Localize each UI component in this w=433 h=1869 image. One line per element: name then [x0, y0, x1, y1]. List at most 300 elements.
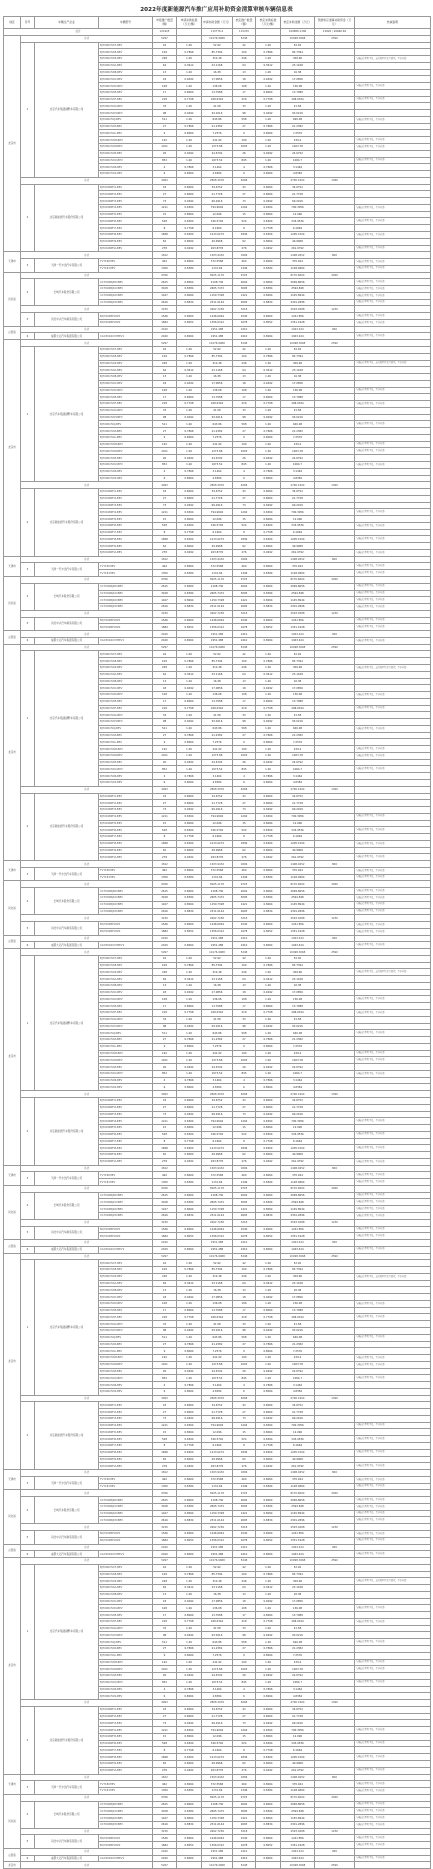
approved-count: 1003 [233, 1361, 256, 1368]
company-number: 5 [21, 922, 35, 936]
approved-count: 108 [233, 692, 256, 699]
deduction-note [355, 1429, 431, 1436]
subtotal-approved-amount: 1943.424 [281, 1544, 315, 1551]
declared-standard: 0.8384 [177, 1483, 202, 1490]
approved-amount: 13.7088 [281, 89, 315, 96]
declared-count: 2420 [153, 637, 177, 644]
declared-count: 1848 [153, 536, 177, 543]
table-body [4, 29, 431, 1869]
empty-cell [315, 1463, 355, 1470]
approved-count: 218 [233, 1010, 256, 1017]
empty-cell [315, 1280, 355, 1287]
approved-standard: 0.7866 [256, 773, 281, 780]
subtotal-prepaid: 3940 [315, 577, 355, 584]
empty-cell [315, 766, 355, 773]
vehicle-model: BJ7000C5DQ-BEV [99, 1070, 153, 1077]
subtotal-settle [355, 915, 431, 922]
empty-cell [315, 238, 355, 245]
company-number: 2 [21, 184, 35, 252]
approved-standard: 0.6564 [256, 204, 281, 211]
subtotal-prepaid: 1390 [315, 1395, 355, 1402]
deduction-note: 车辆运行里程不足，不予补助 [355, 1639, 431, 1646]
vehicle-model: BJ7000C5DS-BEV [99, 1388, 153, 1395]
approved-standard: 1.26 [256, 1300, 281, 1307]
company-subtotal-row [4, 35, 431, 42]
empty-cell [315, 1084, 355, 1091]
approved-count: 27 [233, 800, 256, 807]
subtotal-settle [355, 482, 431, 489]
approved-amount: 21.2382 [281, 1037, 315, 1044]
subtotal-prepaid: 2590 [315, 1253, 355, 1260]
approved-standard: 0.9492 [256, 1598, 281, 1605]
declared-amount: 1073.52 [202, 462, 233, 469]
declared-count: 4 [153, 164, 177, 171]
approved-amount: 16.38 [281, 374, 315, 381]
deduction-note [355, 367, 431, 374]
empty-cell [256, 1828, 281, 1835]
approved-standard: 0.6564 [256, 1449, 281, 1456]
declared-count: 2616 [153, 1821, 177, 1828]
subtotal-count: 2420 [153, 1544, 177, 1551]
subtotal-prepaid: 1230 [315, 306, 355, 313]
declared-standard: 0.8064 [177, 1456, 202, 1463]
approved-amount: 1145.8944 [281, 901, 315, 908]
declared-count: 33 [153, 407, 177, 414]
deduction-note: 车辆运行里程不足，不予补助 [355, 1679, 431, 1686]
declared-count: 64 [153, 1280, 177, 1287]
declared-standard: 0.8064 [177, 583, 202, 590]
declared-amount: 41.58 [202, 1321, 233, 1328]
declared-count: 1684 [153, 1233, 177, 1240]
approved-count: 218 [233, 1314, 256, 1321]
vehicle-model: BJ7000C5DA-BEV [99, 671, 153, 678]
declared-standard: 0.9492 [177, 1463, 202, 1470]
empty-cell [315, 489, 355, 496]
approved-count: 18 [233, 76, 256, 83]
company-subtotal-row [4, 644, 431, 651]
company-name: 天津一汽丰田汽车有限公司 [35, 1172, 99, 1186]
vehicle-model: BJ7001BPH9-BEV [99, 847, 153, 854]
deduction-note [355, 1652, 431, 1659]
approved-count: 3095 [233, 1808, 256, 1815]
declared-count: 18 [153, 1294, 177, 1301]
vehicle-model: TV7180HEV [99, 867, 153, 874]
empty-cell [315, 1199, 355, 1206]
subtotal-count: 2420 [153, 631, 177, 638]
approved-amount: 168.0344 [281, 1010, 315, 1017]
subtotal-label: 小计 [21, 610, 153, 617]
approved-amount: 21.7728 [281, 800, 315, 807]
approved-count: 1836 [233, 840, 256, 847]
approved-standard: 0.7866 [256, 962, 281, 969]
declared-count: 278 [153, 549, 177, 556]
approved-count: 1836 [233, 1449, 256, 1456]
declared-amount: 263.8776 [202, 245, 233, 252]
approved-amount: 343.9536 [281, 827, 315, 834]
subtotal-count: 4093 [153, 786, 177, 793]
empty-cell [315, 1294, 355, 1301]
deduction-note: 车辆运行里程不足、运行时间不足等原因，不予补助 [355, 969, 431, 976]
subtotal-label: 小计 [21, 306, 153, 313]
company-subtotal-row [4, 786, 431, 793]
approved-count: 3095 [233, 895, 256, 902]
subtotal-settle [355, 1240, 431, 1247]
vehicle-model: CC7000BJ03CBEV [99, 1212, 153, 1219]
approved-count: 33 [233, 103, 256, 110]
subtotal-prepaid: 2590 [315, 1558, 355, 1565]
approved-standard: 0.8064 [256, 820, 281, 827]
declared-count: 6 [153, 779, 177, 786]
approved-standard: 0.7866 [256, 732, 281, 739]
empty-cell [315, 1456, 355, 1463]
empty-cell [256, 1253, 281, 1260]
declared-amount: 93.0216 [202, 1632, 233, 1639]
vehicle-model: CC7000BJ02CBEV [99, 292, 153, 299]
approved-amount: 1128.4864 [281, 1179, 315, 1186]
subtotal-approved-amount: 2593.0488 [281, 915, 315, 922]
declared-standard: 0.6564 [177, 509, 202, 516]
vehicle-model: BJ7001BPH8-BEV [99, 536, 153, 543]
vehicle-model: BQ7002BEVAP1 [99, 1226, 153, 1233]
company-subtotal-row [4, 1700, 431, 1707]
vehicle-model: BJ7000C5DH-BEV [99, 414, 153, 421]
deduction-note: 车辆运行里程不足，不予补助 [355, 583, 431, 590]
declared-count: 1546 [153, 1530, 177, 1537]
declared-standard: 0.7708 [177, 96, 202, 103]
approved-standard: 0.8064 [256, 1551, 281, 1558]
empty-cell [315, 1761, 355, 1768]
subtotal-approved-count: 5248 [233, 1253, 256, 1260]
empty-cell [315, 1037, 355, 1044]
vehicle-model: BJ7001BPH1-BEV [99, 1097, 153, 1104]
deduction-note: 车辆运行里程不足，不予补助 [355, 1659, 431, 1666]
vehicle-model: BJ7001BPH2-BEV [99, 1409, 153, 1416]
empty-cell [315, 468, 355, 475]
declared-amount: 241.92 [202, 1355, 233, 1362]
empty-cell [315, 1483, 355, 1490]
declared-standard: 0.9492 [177, 854, 202, 861]
company-name: 北京汽车集团越野车有限公司 [35, 651, 99, 786]
declared-standard: 0.8064 [177, 1801, 202, 1808]
total-approved-count: 115470 [233, 29, 256, 36]
declared-standard: 0.8064 [177, 1084, 202, 1091]
approved-count: 2605 [233, 908, 256, 915]
vehicle-model: BJ7000C5DE-BEV [99, 1003, 153, 1010]
empty-cell [256, 610, 281, 617]
approved-standard: 1.26 [256, 1679, 281, 1686]
declared-amount: 1246.6944 [202, 1835, 233, 1842]
subtotal-prepaid: 900 [315, 935, 355, 942]
declared-amount: 93.0216 [202, 719, 233, 726]
approved-amount: 21.7728 [281, 1104, 315, 1111]
vehicle-model: BJ7000C5DR-BEV [99, 1686, 153, 1693]
deduction-note: 车辆运行里程不足，不予补助 [355, 1361, 431, 1368]
approved-count: 3095 [233, 1199, 256, 1206]
approved-amount: 69.2916 [281, 1111, 315, 1118]
approved-count: 1678 [233, 1842, 256, 1849]
declared-amount: 7.2576 [202, 739, 233, 746]
empty-cell [315, 1747, 355, 1754]
vehicle-model: BJ7000C5DQ-BEV [99, 462, 153, 469]
company-number: 1 [21, 1260, 35, 1395]
deduction-note: 车辆运行里程不足，不予补助 [355, 144, 431, 151]
empty-cell [315, 1402, 355, 1409]
declared-count: 1427 [153, 1510, 177, 1517]
empty-cell [315, 1158, 355, 1165]
empty-cell [256, 29, 281, 36]
approved-count: 1678 [233, 624, 256, 631]
declared-standard: 0.8064 [177, 1409, 202, 1416]
declared-standard: 0.8064 [177, 394, 202, 401]
approved-count: 62 [233, 847, 256, 854]
deduction-note [355, 123, 431, 130]
deduction-note [355, 164, 431, 171]
declared-count: 3108 [153, 1199, 177, 1206]
empty-cell [315, 617, 355, 624]
empty-cell [315, 1267, 355, 1274]
declared-standard: 0.8052 [177, 1842, 202, 1849]
declared-amount: 263.8776 [202, 1158, 233, 1165]
vehicle-model: BJ7000C5DR-BEV [99, 1077, 153, 1084]
approved-amount: 1064.7 [281, 1070, 315, 1077]
subtotal-count: 2420 [153, 1848, 177, 1855]
declared-count: 1011 [153, 1361, 177, 1368]
declared-count: 2616 [153, 1517, 177, 1524]
declared-amount: 16.38 [202, 1287, 233, 1294]
approved-standard: 1.26 [256, 1057, 281, 1064]
declared-count: 62 [153, 238, 177, 245]
subtotal-approved-count: 4068 [233, 1395, 256, 1402]
declared-standard: 0.8064 [177, 779, 202, 786]
declared-standard: 0.9492 [177, 110, 202, 117]
vehicle-model: CC7000BJ01CBEV [99, 1808, 153, 1815]
total-count: 121925 [153, 29, 177, 36]
vehicle-model: BJ7000C5DF-BEV [99, 96, 153, 103]
company-name: 河北中兴汽车制造有限公司 [35, 1530, 99, 1544]
subtotal-count: 5297 [153, 1558, 177, 1565]
approved-amount: 136.08 [281, 1605, 315, 1612]
approved-standard: 0.9492 [256, 685, 281, 692]
approved-count: 62 [233, 1456, 256, 1463]
company-name: 成都大运汽车集团有限公司 [35, 1855, 99, 1862]
approved-standard: 1.26 [256, 1639, 281, 1646]
region-cell: 山西省 [4, 1544, 21, 1558]
declared-count: 1427 [153, 1815, 177, 1822]
vehicle-model: BJ7000C5DG-BEV [99, 1625, 153, 1632]
deduction-note [355, 678, 431, 685]
deduction-note [355, 198, 431, 205]
approved-count: 2604 [233, 888, 256, 895]
empty-cell [315, 1693, 355, 1700]
company-subtotal-row [4, 1794, 431, 1801]
declared-count: 3108 [153, 1503, 177, 1510]
declared-amount: 1073.52 [202, 1679, 233, 1686]
subtotal-count: 1812 [153, 861, 177, 868]
vehicle-model: BJ7000C5D7-BEV [99, 1260, 153, 1267]
empty-cell [315, 1415, 355, 1422]
company-subtotal-row [4, 340, 431, 347]
declared-amount: 16.38 [202, 69, 233, 76]
declared-amount: 16.38 [202, 678, 233, 685]
table-row [4, 867, 431, 874]
column-header: 序号 [21, 17, 35, 29]
declared-count: 73 [153, 198, 177, 205]
approved-amount: 1351.1928 [281, 928, 315, 935]
declared-standard: 0.8064 [177, 698, 202, 705]
approved-amount: 1241.856 [281, 1226, 315, 1233]
declared-standard: 0.6564 [177, 1422, 202, 1429]
empty-cell [315, 1733, 355, 1740]
declared-amount: 1150.7328 [202, 597, 233, 604]
approved-amount: 3.1464 [281, 468, 315, 475]
declared-standard: 0.6564 [177, 827, 202, 834]
approved-standard: 0.8064 [256, 1084, 281, 1091]
company-subtotal-row [4, 1862, 431, 1869]
approved-standard: 1.26 [256, 651, 281, 658]
approved-count: 845 [233, 1070, 256, 1077]
empty-cell [177, 482, 202, 489]
declared-amount: 7.2576 [202, 1652, 233, 1659]
declared-standard: 1.26 [177, 1260, 202, 1267]
empty-cell [256, 177, 281, 184]
vehicle-model: CC7000BJ00CBEV [99, 583, 153, 590]
empty-cell [315, 705, 355, 712]
declared-standard: 0.7866 [177, 428, 202, 435]
approved-amount: 309.96 [281, 1578, 315, 1585]
company-subtotal-row [4, 1848, 431, 1855]
vehicle-model: BJ7001BPHA-BEV [99, 245, 153, 252]
declared-standard: 0.8064 [177, 434, 202, 441]
declared-standard: 0.8064 [177, 1206, 202, 1213]
company-subtotal-row [4, 482, 431, 489]
empty-cell [315, 1300, 355, 1307]
declared-amount: 4.8384 [202, 1084, 233, 1091]
vehicle-model: BJ7001BPH6-BEV [99, 827, 153, 834]
declared-amount: 52.92 [202, 955, 233, 962]
approved-count: 460 [233, 563, 256, 570]
approved-count: 27 [233, 732, 256, 739]
approved-count: 3095 [233, 286, 256, 293]
empty-cell [177, 1240, 202, 1247]
deduction-note [355, 502, 431, 509]
approved-standard: 0.8064 [256, 800, 281, 807]
declared-standard: 0.8064 [177, 1713, 202, 1720]
approved-standard: 1.26 [256, 1030, 281, 1037]
empty-cell [177, 177, 202, 184]
approved-standard: 0.8384 [256, 895, 281, 902]
subtotal-count: 9766 [153, 1490, 177, 1497]
empty-cell [315, 1530, 355, 1537]
deduction-note [355, 103, 431, 110]
declared-amount: 85.7394 [202, 1571, 233, 1578]
approved-amount: 49.9968 [281, 1761, 315, 1768]
subtotal-settle [355, 610, 431, 617]
table-row [4, 259, 431, 266]
declared-standard: 0.6564 [177, 536, 202, 543]
empty-cell [315, 394, 355, 401]
declared-standard: 0.8384 [177, 874, 202, 881]
empty-cell [315, 1050, 355, 1057]
declared-amount: 2605.7472 [202, 1808, 233, 1815]
empty-cell [315, 1314, 355, 1321]
company-name: 河北中兴汽车制造有限公司 [35, 1835, 99, 1849]
vehicle-model: BJ7001BPH2-BEV [99, 1713, 153, 1720]
approved-standard: 0.8064 [256, 1761, 281, 1768]
approved-standard: 0.7866 [256, 428, 281, 435]
vehicle-model: BJ7000C5DL-BEV [99, 130, 153, 137]
subtotal-label: 小计 [21, 326, 153, 333]
declared-amount: 643.86 [202, 116, 233, 123]
company-name: 天津一汽丰田汽车有限公司 [35, 259, 99, 273]
declared-standard: 0.8064 [177, 1761, 202, 1768]
declared-count: 2420 [153, 942, 177, 949]
declared-standard: 0.3612 [177, 62, 202, 69]
deduction-note: 车辆运行里程不足，不予补助 [355, 279, 431, 286]
declared-amount: 643.86 [202, 1639, 233, 1646]
declared-standard: 1.26 [177, 116, 202, 123]
declared-standard: 0.8384 [177, 590, 202, 597]
deduction-note [355, 1747, 431, 1754]
approved-amount: 23.1168 [281, 62, 315, 69]
approved-count: 3095 [233, 590, 256, 597]
declared-amount: 69.2916 [202, 807, 233, 814]
declared-count: 1350 [153, 1179, 177, 1186]
approved-count: 190 [233, 1355, 256, 1362]
declared-count: 528 [153, 1436, 177, 1443]
table-row [4, 1497, 431, 1504]
approved-amount: 1205.1504 [281, 536, 315, 543]
approved-amount: 1205.1504 [281, 1145, 315, 1152]
empty-cell [315, 1740, 355, 1747]
empty-cell [177, 326, 202, 333]
deduction-note [355, 1064, 431, 1071]
vehicle-model: BJ7000C5D9-BEV [99, 360, 153, 367]
deduction-note: 车辆运行里程不足、运行时间不足等原因，不予补助 [355, 664, 431, 671]
empty-cell [315, 725, 355, 732]
subtotal-amount: 2602.7256 [202, 1219, 233, 1226]
deduction-note: 车辆运行里程不足，不予补助 [355, 1226, 431, 1233]
vehicle-model: BJ7000C5DN-BEV [99, 144, 153, 151]
company-subtotal-row [4, 631, 431, 638]
deduction-note [355, 1402, 431, 1409]
column-header: 预拨和应清算补助资金（万元） [315, 17, 355, 29]
deduction-note: 车辆运行里程不足，不予补助 [355, 752, 431, 759]
subtotal-label: 小计 [21, 631, 153, 638]
empty-cell [315, 597, 355, 604]
vehicle-model: TV7181HEV [99, 265, 153, 272]
approved-count: 42 [233, 651, 256, 658]
approved-count: 1540 [233, 1835, 256, 1842]
approved-count: 276 [233, 549, 256, 556]
vehicle-model: BJ7000C5DE-BEV [99, 1307, 153, 1314]
empty-cell [315, 1686, 355, 1693]
subtotal-label: 小计 [21, 1395, 153, 1402]
subsidy-table [3, 16, 431, 1869]
approved-count: 6 [233, 779, 256, 786]
empty-cell [177, 1774, 202, 1781]
empty-cell [177, 1524, 202, 1531]
company-subtotal-row [4, 881, 431, 888]
vehicle-model: CC7000BJ03CBEV [99, 604, 153, 611]
subtotal-approved-amount: 2790.1904 [281, 482, 315, 489]
deduction-note [355, 1598, 431, 1605]
declared-count: 62 [153, 1456, 177, 1463]
subtotal-amount: 1503.9432 [202, 1470, 233, 1477]
vehicle-model: BJ7000C5DP-BEV [99, 1368, 153, 1375]
declared-amount: 1951.488 [202, 942, 233, 949]
empty-cell [256, 35, 281, 42]
declared-standard: 1.26 [177, 1605, 202, 1612]
